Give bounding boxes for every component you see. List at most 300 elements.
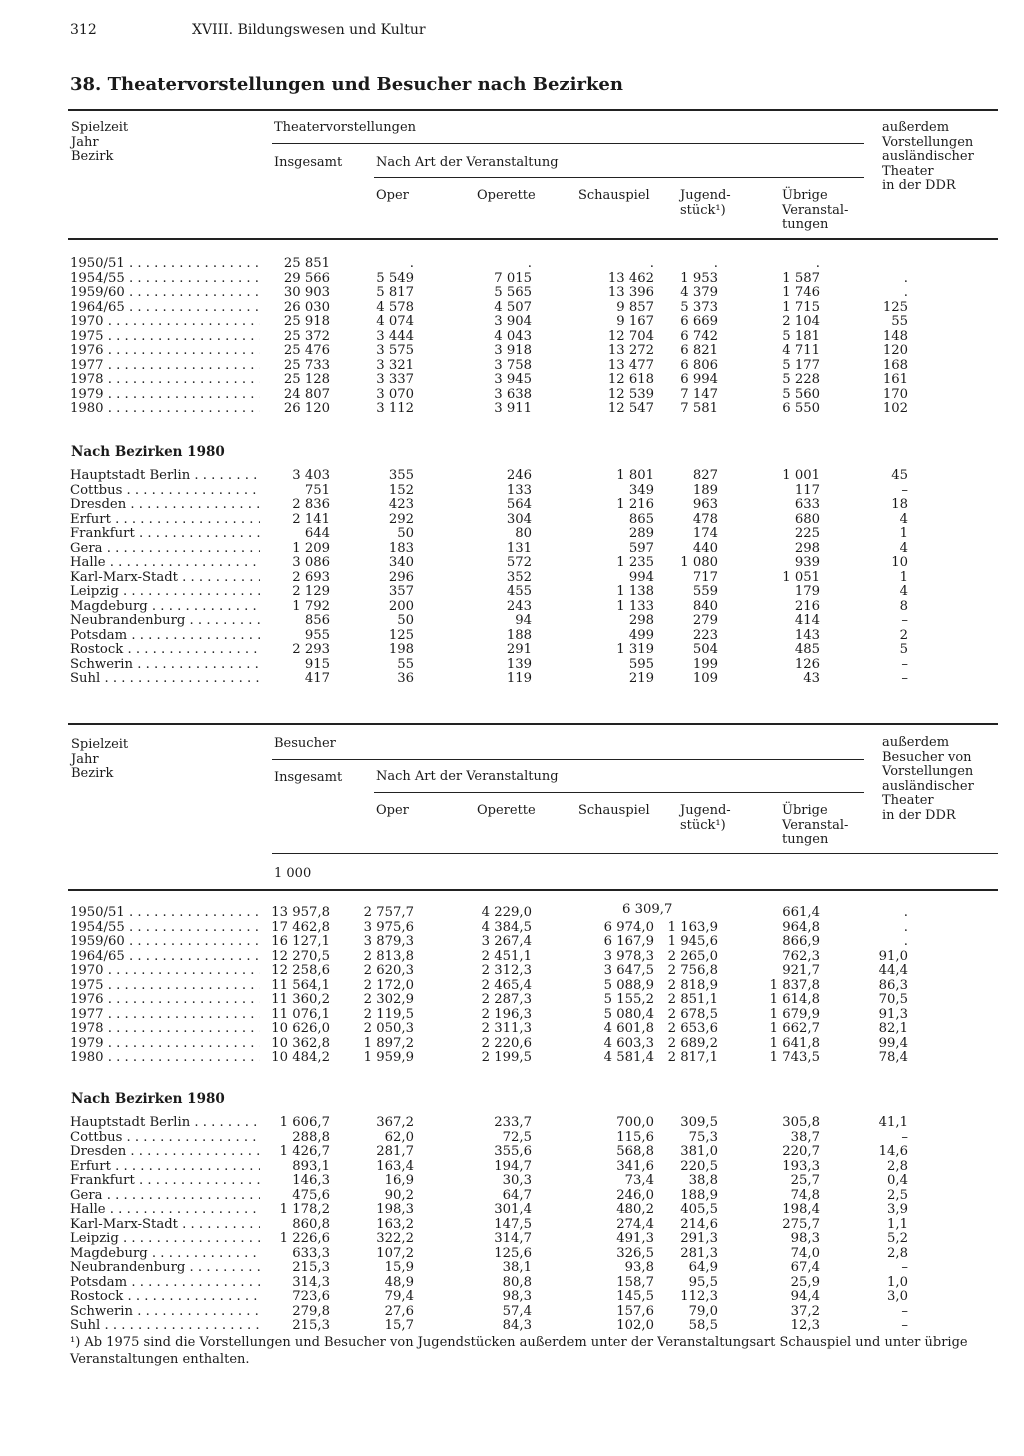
table1-year-row [0, 401, 1024, 416]
table1-year-cell-insgesamt: 25 733 [283, 357, 330, 373]
table1-district-cell-jugend: 717 [692, 569, 718, 585]
table1-year-cell-oper: 3 112 [376, 401, 414, 416]
table2-year-cell-insgesamt: 16 127,1 [271, 934, 330, 949]
table1-year-cell-auslaendisch: 102 [882, 401, 908, 416]
table2-district-cell-uebrige: 37,2 [790, 1303, 820, 1319]
table2-district-cell-jugend: 38,8 [688, 1173, 718, 1188]
table1-district-cell-label: Halle . . . [70, 555, 260, 570]
table2-district-cell-insgesamt: 215,3 [292, 1260, 330, 1275]
table2-district-cell-auslaendisch: 1,1 [887, 1216, 908, 1232]
table2-year-cell-uebrige: 762,3 [782, 948, 820, 964]
table1-district-cell-label: Suhl . . . [70, 671, 260, 686]
table1-year-cell-operette: 3 945 [494, 372, 532, 387]
table2-year-cell-oper: 2 813,8 [363, 948, 414, 964]
table2-district-cell-auslaendisch: 2,8 [887, 1158, 908, 1174]
table2-year-cell-insgesamt: 11 076,1 [271, 1006, 330, 1022]
table1-district-cell-jugend: 559 [692, 584, 718, 599]
table1-district-cell-label: Rostock . . . [70, 642, 260, 657]
table1-year-row [0, 314, 1024, 329]
stub-line-2: Jahr [71, 134, 99, 150]
table1-district-cell-insgesamt: 2 141 [292, 511, 330, 527]
table2-district-cell-label: Potsdam . . . [70, 1275, 260, 1290]
table2-year-cell-jugend: 2 818,9 [667, 977, 718, 993]
table1-year-cell-label: 1954/55 . . . [70, 271, 260, 286]
table2-year-cell-operette: 2 196,3 [481, 1006, 532, 1022]
table1-year-row [0, 343, 1024, 358]
table1-district-cell-operette: 246 [506, 468, 532, 483]
table2-district-cell-oper: 163,2 [376, 1216, 414, 1232]
table2-year-cell-operette: 2 287,3 [481, 992, 532, 1007]
table2-district-row [0, 1202, 1024, 1217]
table1-year-cell-insgesamt: 29 566 [283, 270, 330, 286]
table2-year-cell-auslaendisch: 82,1 [878, 1021, 908, 1036]
table1-district-cell-auslaendisch: – [901, 482, 908, 498]
table1-year-row [0, 358, 1024, 373]
table1-year-cell-jugend: 1 953 [680, 270, 718, 286]
table1-district-row [0, 526, 1024, 541]
table2-year-cell-jugend: 2 817,1 [667, 1050, 718, 1065]
table1-district-cell-oper: 340 [388, 555, 414, 570]
table1-top-rule [68, 109, 998, 111]
table2-district-cell-oper: 79,4 [384, 1289, 414, 1304]
table1-district-cell-operette: 131 [506, 540, 532, 556]
table2-district-cell-insgesamt: 633,3 [292, 1245, 330, 1261]
table1-year-cell-auslaendisch: 55 [891, 314, 908, 329]
uebrige-line-1: Übrige [782, 188, 828, 203]
table1-district-cell-schauspiel: 595 [628, 656, 654, 672]
table2-district-cell-operette: 98,3 [502, 1289, 532, 1304]
table2-district-cell-schauspiel: 341,6 [616, 1158, 654, 1174]
table2-year-cell-auslaendisch: . [903, 905, 908, 920]
table2-district-cell-label: Rostock . . . [70, 1289, 260, 1304]
table2-district-cell-label: Magdeburg . . . [70, 1246, 260, 1261]
table2-district-cell-schauspiel: 480,2 [616, 1202, 654, 1217]
table1-district-row [0, 657, 1024, 672]
table1-district-cell-insgesamt: 3 086 [292, 555, 330, 570]
table1-operette-header: Operette [477, 188, 536, 203]
table1-year-row [0, 329, 1024, 344]
table2-year-cell-operette: 2 311,3 [481, 1021, 532, 1036]
table1-year-cell-oper: 3 337 [376, 372, 414, 387]
table2-year-cell-auslaendisch: 78,4 [878, 1050, 908, 1065]
table2-district-cell-insgesamt: 475,6 [292, 1187, 330, 1203]
table1-district-cell-auslaendisch: 8 [899, 598, 908, 614]
table2-year-cell-auslaendisch: 44,4 [878, 963, 908, 978]
table2-district-cell-jugend: 220,5 [680, 1158, 718, 1174]
table2-group-header: Besucher [274, 736, 336, 751]
table2-district-cell-insgesamt: 1 178,2 [279, 1202, 330, 1217]
table2-year-cell-oper: 3 879,3 [363, 934, 414, 949]
table2-year-row [0, 963, 1024, 978]
table2-year-cell-label: 1950/51 . . . [70, 905, 260, 920]
table2-district-cell-schauspiel: 145,5 [616, 1289, 654, 1304]
table1-district-cell-oper: 55 [397, 656, 414, 672]
table2-district-cell-operette: 233,7 [494, 1115, 532, 1130]
table1-district-cell-uebrige: 126 [794, 656, 820, 672]
table1-district-cell-operette: 564 [506, 497, 532, 512]
table2-district-cell-uebrige: 220,7 [782, 1144, 820, 1159]
table1-district-cell-uebrige: 216 [794, 598, 820, 614]
table2-district-cell-jugend: 95,5 [688, 1274, 718, 1290]
table2-header-rule [68, 889, 998, 891]
table2-year-cell-jugend: 1 163,9 [667, 919, 718, 935]
table2-district-cell-label: Suhl . . . [70, 1318, 260, 1333]
table1-district-cell-schauspiel: 1 138 [616, 584, 654, 599]
table2-year-cell-jugend: 2 689,2 [667, 1035, 718, 1051]
table2-district-cell-jugend: 405,5 [680, 1202, 718, 1217]
table1-year-cell-label: 1970 . . . [70, 314, 260, 329]
table2-art-rule [374, 792, 864, 793]
table2-district-cell-insgesamt: 215,3 [292, 1318, 330, 1333]
table1-district-cell-insgesamt: 644 [304, 526, 330, 541]
table2-district-cell-label: Neubrandenburg . . . [70, 1260, 260, 1275]
table2-district-cell-uebrige: 25,9 [790, 1274, 820, 1290]
table1-year-cell-uebrige: 2 104 [782, 314, 820, 329]
table1-year-cell-schauspiel: . [649, 256, 654, 271]
table1-year-cell-jugend: 4 379 [680, 285, 718, 300]
table1-year-cell-oper: 4 074 [376, 314, 414, 329]
table1-district-row [0, 468, 1024, 483]
uebrige-line-3: tungen [782, 217, 829, 232]
table2-year-cell-operette: 3 267,4 [481, 934, 532, 949]
table2-district-cell-jugend: 291,3 [680, 1231, 718, 1246]
table1-uebrige-header [782, 189, 848, 233]
table2-year-cell-uebrige: 921,7 [782, 963, 820, 978]
table2-year-cell-oper: 2 050,3 [363, 1021, 414, 1036]
table2-district-cell-oper: 367,2 [376, 1115, 414, 1130]
combined-1950-value: 6 309,7 [622, 902, 673, 917]
table2-year-cell-label: 1970 . . . [70, 963, 260, 978]
table2-district-cell-jugend: 188,9 [680, 1187, 718, 1203]
page-number: 312 [70, 22, 97, 38]
table2-district-row [0, 1130, 1024, 1145]
table2-year-row [0, 934, 1024, 949]
extra2-line-2: Besucher von [882, 749, 972, 765]
stub2-line-1: Spielzeit [71, 737, 129, 752]
table2-year-cell-schauspiel: 6 974,0 [603, 919, 654, 935]
table2-district-cell-auslaendisch: – [901, 1318, 908, 1333]
table1-district-cell-label: Schwerin . . . [70, 657, 260, 672]
table2-district-cell-jugend: 281,3 [680, 1245, 718, 1261]
table2-year-cell-oper: 1 897,2 [363, 1035, 414, 1051]
table1-district-cell-operette: 352 [506, 569, 532, 585]
table2-stub-header [71, 738, 128, 782]
table2-year-cell-oper: 2 757,7 [363, 905, 414, 920]
table1-year-cell-schauspiel: 9 167 [616, 314, 654, 329]
table2-district-row [0, 1260, 1024, 1275]
table2-year-cell-label: 1978 . . . [70, 1021, 260, 1036]
table2-year-cell-label: 1976 . . . [70, 992, 260, 1007]
jugend-line-1: Jugend- [680, 188, 731, 203]
table2-district-cell-jugend: 64,9 [688, 1260, 718, 1275]
table2-year-cell-auslaendisch: 91,3 [878, 1006, 908, 1022]
table1-year-cell-oper: 4 578 [376, 299, 414, 315]
table1-district-cell-auslaendisch: 1 [899, 569, 908, 585]
table2-year-row [0, 1036, 1024, 1051]
table2-year-cell-uebrige: 1 614,8 [769, 992, 820, 1007]
table1-district-row [0, 541, 1024, 556]
table1-district-cell-label: Gera . . . [70, 541, 260, 556]
table1-district-row [0, 512, 1024, 527]
table1-district-cell-uebrige: 225 [794, 526, 820, 541]
table1-district-cell-jugend: 827 [692, 468, 718, 483]
table2-year-cell-uebrige: 1 641,8 [769, 1035, 820, 1051]
table1-year-cell-auslaendisch: . [903, 285, 908, 300]
table2-year-cell-jugend: 2 265,0 [667, 948, 718, 964]
table2-extra-header [882, 736, 974, 823]
table1-district-cell-auslaendisch: 4 [899, 584, 908, 599]
table2-district-cell-auslaendisch: 14,6 [878, 1144, 908, 1159]
table2-year-cell-label: 1975 . . . [70, 978, 260, 993]
table2-district-cell-oper: 16,9 [384, 1173, 414, 1188]
table2-district-cell-uebrige: 305,8 [782, 1115, 820, 1130]
table1-district-cell-jugend: 1 080 [680, 555, 718, 570]
table2-district-cell-schauspiel: 491,3 [616, 1231, 654, 1246]
table2-insgesamt-header: Insgesamt [274, 770, 343, 785]
table1-district-cell-insgesamt: 417 [304, 671, 330, 686]
table1-district-cell-uebrige: 179 [794, 584, 820, 599]
table1-district-cell-jugend: 199 [692, 656, 718, 672]
table2-year-row [0, 1007, 1024, 1022]
table1-year-row [0, 387, 1024, 402]
table1-year-cell-label: 1950/51 . . . [70, 256, 260, 271]
table2-district-cell-auslaendisch: – [901, 1303, 908, 1319]
table1-district-cell-insgesamt: 915 [304, 656, 330, 672]
table1-year-cell-schauspiel: 12 704 [607, 328, 654, 344]
table1-year-cell-label: 1975 . . . [70, 329, 260, 344]
table2-year-cell-schauspiel: 5 080,4 [603, 1006, 654, 1022]
table1-district-cell-operette: 80 [515, 526, 532, 541]
table1-extra-header [882, 121, 974, 194]
table2-district-cell-jugend: 75,3 [688, 1129, 718, 1145]
table2-district-cell-uebrige: 25,7 [790, 1173, 820, 1188]
table2-district-cell-auslaendisch: 3,9 [887, 1202, 908, 1217]
table2-schauspiel-header: Schauspiel [578, 803, 650, 818]
extra-line-3: ausländischer [882, 149, 974, 164]
table2-year-cell-jugend: 2 851,1 [667, 992, 718, 1007]
table1-district-cell-auslaendisch: 45 [891, 468, 908, 483]
table1-insgesamt-header: Insgesamt [274, 155, 343, 170]
table1-year-cell-label: 1976 . . . [70, 343, 260, 358]
table2-year-cell-insgesamt: 10 362,8 [271, 1035, 330, 1051]
table1-year-cell-operette: 5 565 [494, 285, 532, 300]
table1-district-cell-uebrige: 43 [803, 671, 820, 686]
table2-district-row [0, 1246, 1024, 1261]
table1-year-cell-schauspiel: 13 272 [607, 343, 654, 358]
jugend2-line-1: Jugend- [680, 803, 731, 818]
table2-district-row [0, 1159, 1024, 1174]
table1-district-cell-label: Magdeburg . . . [70, 599, 260, 614]
table1-district-cell-schauspiel: 349 [628, 482, 654, 498]
table1-district-cell-label: Dresden . . . [70, 497, 260, 512]
table2-district-cell-operette: 72,5 [502, 1129, 532, 1145]
table2-year-cell-operette: 2 312,3 [481, 963, 532, 978]
table1-year-row [0, 256, 1024, 271]
table2-district-cell-auslaendisch: 0,4 [887, 1173, 908, 1188]
table2-year-cell-schauspiel: 5 088,9 [603, 977, 654, 993]
table1-year-cell-operette: 3 911 [494, 401, 532, 416]
table2-year-cell-label: 1977 . . . [70, 1007, 260, 1022]
table2-district-row [0, 1304, 1024, 1319]
table2-year-row [0, 992, 1024, 1007]
table1-district-cell-oper: 292 [388, 511, 414, 527]
stub-line-1: Spielzeit [71, 120, 129, 135]
stub2-line-3: Bezirk [71, 766, 114, 781]
table1-year-cell-jugend: 6 806 [680, 357, 718, 373]
table1-year-cell-uebrige: 5 181 [782, 328, 820, 344]
table1-district-cell-uebrige: 633 [794, 497, 820, 512]
table2-district-cell-oper: 48,9 [384, 1274, 414, 1290]
table2-year-cell-oper: 3 975,6 [363, 919, 414, 935]
table1-district-row [0, 584, 1024, 599]
table2-district-cell-insgesamt: 288,8 [292, 1129, 330, 1145]
table2-year-cell-operette: 2 451,1 [481, 948, 532, 964]
table-title: 38. Theatervorstellungen und Besucher nach Bezirken [70, 74, 623, 95]
table2-year-cell-insgesamt: 12 258,6 [271, 963, 330, 978]
table2-district-cell-oper: 107,2 [376, 1245, 414, 1261]
table1-district-cell-insgesamt: 955 [304, 627, 330, 643]
table1-year-cell-oper: 5 549 [376, 270, 414, 286]
table1-year-cell-operette: 4 507 [494, 299, 532, 315]
table2-year-row [0, 920, 1024, 935]
table2-district-cell-insgesamt: 723,6 [292, 1289, 330, 1304]
table1-year-cell-auslaendisch: . [903, 270, 908, 286]
table1-district-cell-oper: 355 [388, 468, 414, 483]
table1-year-cell-oper: 3 575 [376, 343, 414, 358]
table2-section-title: Nach Bezirken 1980 [71, 1091, 225, 1107]
table2-year-cell-label: 1979 . . . [70, 1036, 260, 1051]
table2-district-row [0, 1188, 1024, 1203]
table2-jugend-header [680, 804, 731, 833]
table2-year-row [0, 1050, 1024, 1065]
table2-district-cell-auslaendisch: 5,2 [887, 1231, 908, 1246]
table2-district-cell-insgesamt: 314,3 [292, 1274, 330, 1290]
stub-line-3: Bezirk [71, 149, 114, 164]
table2-district-cell-schauspiel: 274,4 [616, 1216, 654, 1232]
table2-district-cell-auslaendisch: 3,0 [887, 1289, 908, 1304]
table1-district-cell-schauspiel: 298 [628, 613, 654, 628]
extra2-line-6: in der DDR [882, 807, 956, 823]
table2-year-cell-auslaendisch: 91,0 [878, 948, 908, 964]
table2-year-cell-insgesamt: 10 626,0 [271, 1021, 330, 1036]
table1-district-row [0, 555, 1024, 570]
table2-year-cell-uebrige: 964,8 [782, 919, 820, 935]
table2-year-cell-label: 1980 . . . [70, 1050, 260, 1065]
table2-district-cell-schauspiel: 246,0 [616, 1187, 654, 1203]
table1-district-cell-schauspiel: 499 [628, 627, 654, 643]
table1-year-cell-insgesamt: 25 372 [283, 328, 330, 344]
extra-line-1: außerdem [882, 120, 950, 135]
table2-year-cell-insgesamt: 17 462,8 [271, 919, 330, 935]
table1-year-cell-oper: 5 817 [376, 285, 414, 300]
uebrige2-line-1: Übrige [782, 803, 828, 818]
table1-schauspiel-header: Schauspiel [578, 188, 650, 203]
table2-group-rule [272, 759, 864, 760]
table1-year-cell-uebrige: 5 228 [782, 372, 820, 387]
table2-district-cell-operette: 57,4 [502, 1303, 532, 1319]
table2-district-cell-oper: 15,9 [384, 1260, 414, 1275]
table2-district-cell-label: Halle . . . [70, 1202, 260, 1217]
table1-group-rule [272, 143, 864, 144]
table2-district-cell-auslaendisch: – [901, 1260, 908, 1275]
table2-district-cell-uebrige: 94,4 [790, 1289, 820, 1304]
table2-year-cell-schauspiel: 5 155,2 [603, 992, 654, 1007]
table2-unit: 1 000 [274, 866, 312, 881]
table2-district-row [0, 1275, 1024, 1290]
table1-district-cell-schauspiel: 1 801 [616, 468, 654, 483]
table1-section-title: Nach Bezirken 1980 [71, 444, 225, 460]
table2-district-cell-oper: 281,7 [376, 1144, 414, 1159]
table1-year-cell-jugend: 7 581 [680, 401, 718, 416]
table2-district-cell-oper: 198,3 [376, 1202, 414, 1217]
table1-year-cell-operette: 7 015 [494, 270, 532, 286]
table2-district-cell-schauspiel: 700,0 [616, 1115, 654, 1130]
table1-district-cell-schauspiel: 289 [628, 526, 654, 541]
table2-district-cell-label: Erfurt . . . [70, 1159, 260, 1174]
table2-district-cell-uebrige: 98,3 [790, 1231, 820, 1246]
table2-district-cell-auslaendisch: 1,0 [887, 1274, 908, 1290]
table2-district-cell-label: Karl-Marx-Stadt . . . [70, 1217, 260, 1232]
table1-year-cell-operette: 3 918 [494, 343, 532, 358]
table1-district-cell-label: Erfurt . . . [70, 512, 260, 527]
table1-district-cell-auslaendisch: – [901, 613, 908, 628]
table2-year-cell-auslaendisch: 70,5 [878, 992, 908, 1007]
table1-district-cell-label: Hauptstadt Berlin . . . [70, 468, 260, 483]
table2-district-cell-jugend: 309,5 [680, 1115, 718, 1130]
table2-district-cell-jugend: 381,0 [680, 1144, 718, 1159]
table2-district-cell-label: Frankfurt . . . [70, 1173, 260, 1188]
table1-year-cell-schauspiel: 13 462 [607, 270, 654, 286]
footnote: ¹) Ab 1975 sind die Vorstellungen und Besucher von Jugendstücken außerdem unter der Veranstaltungsart Schauspiel und unter übrige Veranstaltungen enthalten. [70, 1335, 968, 1367]
table2-district-cell-oper: 27,6 [384, 1303, 414, 1319]
table1-district-cell-jugend: 109 [692, 671, 718, 686]
table1-district-cell-jugend: 440 [692, 540, 718, 556]
table1-district-cell-oper: 296 [388, 569, 414, 585]
table2-art-header: Nach Art der Veranstaltung [376, 769, 559, 784]
table2-district-row [0, 1144, 1024, 1159]
table1-district-cell-oper: 198 [388, 642, 414, 657]
table2-district-cell-uebrige: 74,8 [790, 1187, 820, 1203]
table1-year-cell-auslaendisch: 161 [882, 372, 908, 387]
table1-header-rule [68, 238, 998, 240]
stub2-line-2: Jahr [71, 751, 99, 767]
table1-year-cell-operette: 3 758 [494, 357, 532, 373]
table2-year-row [0, 1021, 1024, 1036]
table2-district-cell-label: Hauptstadt Berlin . . . [70, 1115, 260, 1130]
table1-district-row [0, 497, 1024, 512]
table2-district-cell-auslaendisch: – [901, 1129, 908, 1145]
table1-year-cell-jugend: 5 373 [680, 299, 718, 315]
table1-district-cell-oper: 423 [388, 497, 414, 512]
table1-year-row [0, 300, 1024, 315]
table1-district-cell-oper: 50 [397, 613, 414, 628]
table2-oper-header: Oper [376, 803, 409, 818]
table2-district-cell-schauspiel: 326,5 [616, 1245, 654, 1261]
table1-district-cell-oper: 50 [397, 526, 414, 541]
table1-district-cell-schauspiel: 1 133 [616, 598, 654, 614]
table2-year-cell-uebrige: 661,4 [782, 905, 820, 920]
table1-jugend-header [680, 189, 731, 218]
table1-year-cell-uebrige: 1 715 [782, 299, 820, 315]
table1-year-cell-operette: 4 043 [494, 328, 532, 344]
table1-year-cell-insgesamt: 25 918 [283, 314, 330, 329]
table1-year-cell-label: 1978 . . . [70, 372, 260, 387]
table1-district-cell-operette: 119 [506, 671, 532, 686]
table1-year-cell-jugend: 7 147 [680, 386, 718, 402]
table2-district-cell-operette: 314,7 [494, 1231, 532, 1246]
table2-year-cell-auslaendisch: . [903, 934, 908, 949]
table2-district-row [0, 1318, 1024, 1333]
